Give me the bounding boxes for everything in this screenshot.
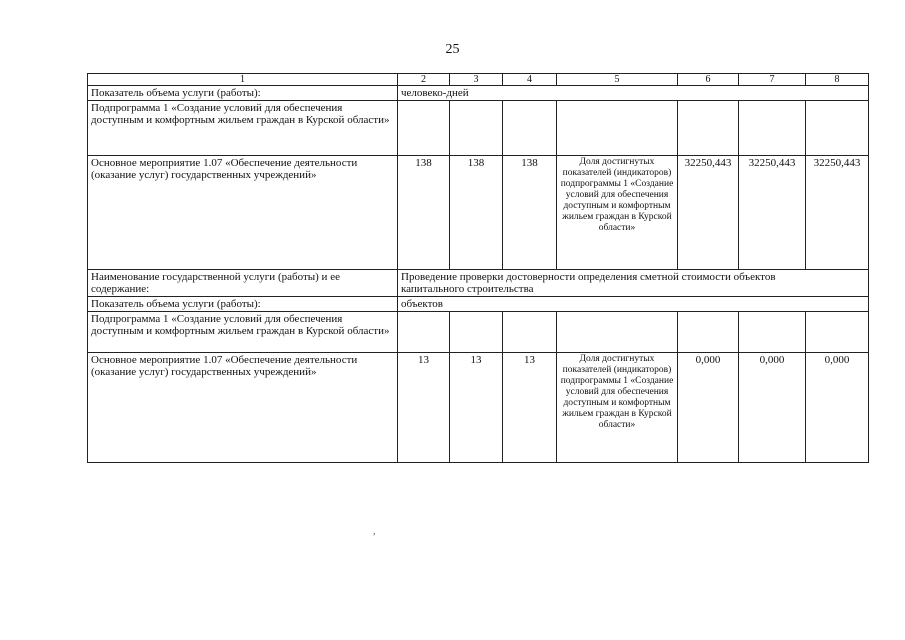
column-header: 5: [557, 74, 678, 86]
column-header: 8: [806, 74, 869, 86]
value-cell: 13: [398, 353, 450, 463]
volume-unit: человеко-дней: [398, 86, 869, 101]
value-cell: 32250,443: [806, 156, 869, 270]
value-cell: 32250,443: [678, 156, 739, 270]
column-header: 2: [398, 74, 450, 86]
column-header: 3: [450, 74, 503, 86]
volume-unit: объектов: [398, 297, 869, 312]
table-row: [88, 297, 869, 312]
page-number: 25: [445, 42, 460, 57]
service-name-label: Наименование государственной услуги (работы) и ее содержание:: [88, 270, 398, 297]
column-header: 7: [739, 74, 806, 86]
table-row: [88, 312, 869, 353]
activity-label: Основное мероприятие 1.07 «Обеспечение деятельности (оказание услуг) государственных учреждений»: [88, 156, 398, 270]
value-cell: 0,000: [678, 353, 739, 463]
table-row: [88, 101, 869, 156]
column-header: 6: [678, 74, 739, 86]
value-cell: 138: [398, 156, 450, 270]
table-row: [88, 86, 869, 101]
value-cell: 0,000: [806, 353, 869, 463]
table-header-row: [88, 74, 869, 86]
volume-indicator-label: Показатель объема услуги (работы):: [88, 86, 398, 101]
service-name-line: Проведение проверки достоверности определения сметной стоимости объектов: [401, 271, 776, 283]
value-cell: 138: [450, 156, 503, 270]
column-header: 4: [503, 74, 557, 86]
service-name-value: [398, 270, 869, 297]
activity-label: Основное мероприятие 1.07 «Обеспечение деятельности (оказание услуг) государственных учреждений»: [88, 353, 398, 463]
subprogram-label: Подпрограмма 1 «Создание условий для обеспечения доступным и комфортным жильем граждан в Курской области»: [88, 101, 398, 156]
value-cell: 13: [450, 353, 503, 463]
volume-indicator-label: Показатель объема услуги (работы):: [88, 297, 398, 312]
value-cell: 32250,443: [739, 156, 806, 270]
service-table: [87, 73, 869, 463]
value-cell: 138: [503, 156, 557, 270]
column-header: 1: [88, 74, 398, 86]
value-cell: 13: [503, 353, 557, 463]
table-row: [88, 270, 869, 297]
service-name-line: капитального строительства: [401, 283, 534, 295]
value-cell: 0,000: [739, 353, 806, 463]
indicator-cell: Доля достигнутых показателей (индикаторов) подпрограммы 1 «Создание условий для обеспечения доступным и комфортным жильем граждан в Курской области»: [557, 353, 678, 463]
stray-mark: ,: [373, 526, 376, 537]
indicator-cell: Доля достигнутых показателей (индикаторов) подпрограммы 1 «Создание условий для обеспечения доступным и комфортным жильем граждан в Курской области»: [557, 156, 678, 270]
table-row: [88, 353, 869, 463]
subprogram-label: Подпрограмма 1 «Создание условий для обеспечения доступным и комфортным жильем граждан в Курской области»: [88, 312, 398, 353]
table-row: [88, 156, 869, 270]
